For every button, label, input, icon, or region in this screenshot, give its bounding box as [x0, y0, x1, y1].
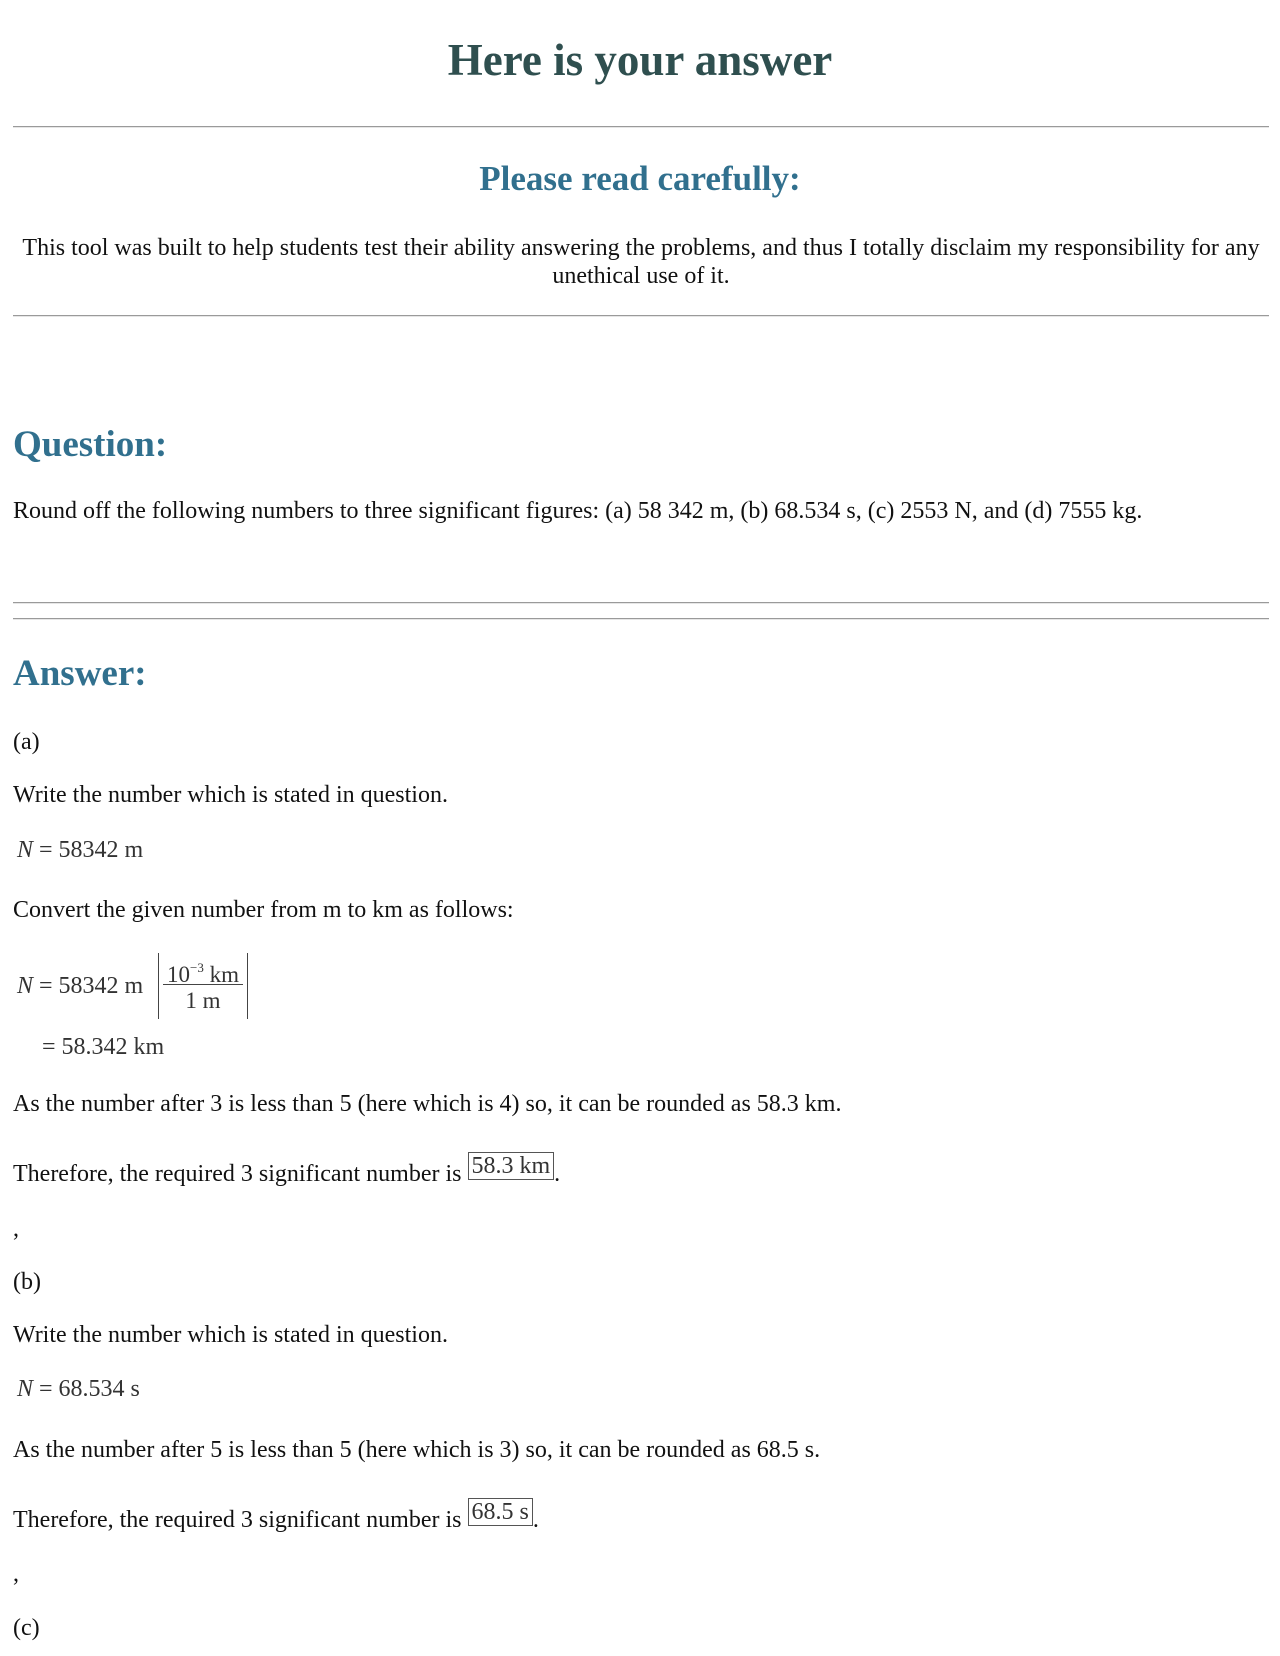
numerator-unit: km	[203, 962, 239, 987]
part-a-equation-convert	[17, 972, 143, 1000]
separator-comma: ,	[13, 1216, 19, 1242]
period: .	[532, 1507, 539, 1533]
period: .	[554, 1161, 561, 1187]
part-b-conclusion	[13, 1499, 539, 1534]
equation-value: = 68.534 s	[33, 1376, 140, 1402]
conclusion-text: Therefore, the required 3 significant number is	[13, 1507, 468, 1533]
fraction-bar	[163, 984, 243, 985]
part-a-step-round: As the number after 3 is less than 5 (here which is 4) so, it can be rounded as 58.3 km.	[13, 1091, 842, 1117]
conversion-factor	[158, 953, 248, 1019]
notice-heading: Please read carefully:	[479, 159, 801, 198]
variable-n: N	[17, 837, 34, 863]
part-c-label: (c)	[13, 1615, 40, 1641]
equation-value: = 58342 m	[33, 837, 144, 863]
result-box: 58.3 km	[468, 1152, 555, 1180]
page-title: Here is your answer	[447, 35, 833, 85]
part-b-label: (b)	[13, 1269, 41, 1295]
variable-n: N	[17, 973, 34, 999]
answer-heading: Answer:	[13, 653, 147, 694]
part-b-step-write: Write the number which is stated in question.	[13, 1322, 448, 1348]
question-heading: Question:	[13, 424, 168, 465]
disclaimer-text: This tool was built to help students test their ability answering the problems, and thus I totally disclaim my responsibility for any unethical use of it.	[22, 235, 1260, 289]
part-a-label: (a)	[13, 729, 40, 755]
part-b-step-round: As the number after 5 is less than 5 (here which is 3) so, it can be rounded as 68.5 s.	[13, 1437, 821, 1463]
question-text: Round off the following numbers to three significant figures: (a) 58 342 m, (b) 68.534 s, (c) 2553 N, and (d) 7555 kg.	[13, 498, 1143, 524]
numerator-base: 10	[167, 962, 190, 987]
conclusion-text: Therefore, the required 3 significant number is	[13, 1161, 468, 1187]
result-box: 68.5 s	[468, 1498, 533, 1526]
numerator-exponent: −3	[190, 960, 204, 975]
divider	[13, 315, 1269, 317]
separator-comma: ,	[13, 1561, 19, 1587]
divider	[13, 618, 1269, 620]
divider	[13, 602, 1269, 604]
part-b-equation-given	[17, 1375, 140, 1403]
variable-n: N	[17, 1376, 34, 1402]
part-a-conclusion	[13, 1153, 561, 1188]
equation-value: = 58342 m	[33, 973, 144, 999]
part-a-step-write: Write the number which is stated in question.	[13, 782, 448, 808]
part-a-equation-result: = 58.342 km	[42, 1034, 165, 1060]
conversion-denominator: 1 m	[185, 988, 221, 1013]
part-a-equation-given	[17, 836, 143, 864]
divider	[13, 126, 1269, 128]
part-a-step-convert: Convert the given number from m to km as follows:	[13, 897, 514, 923]
